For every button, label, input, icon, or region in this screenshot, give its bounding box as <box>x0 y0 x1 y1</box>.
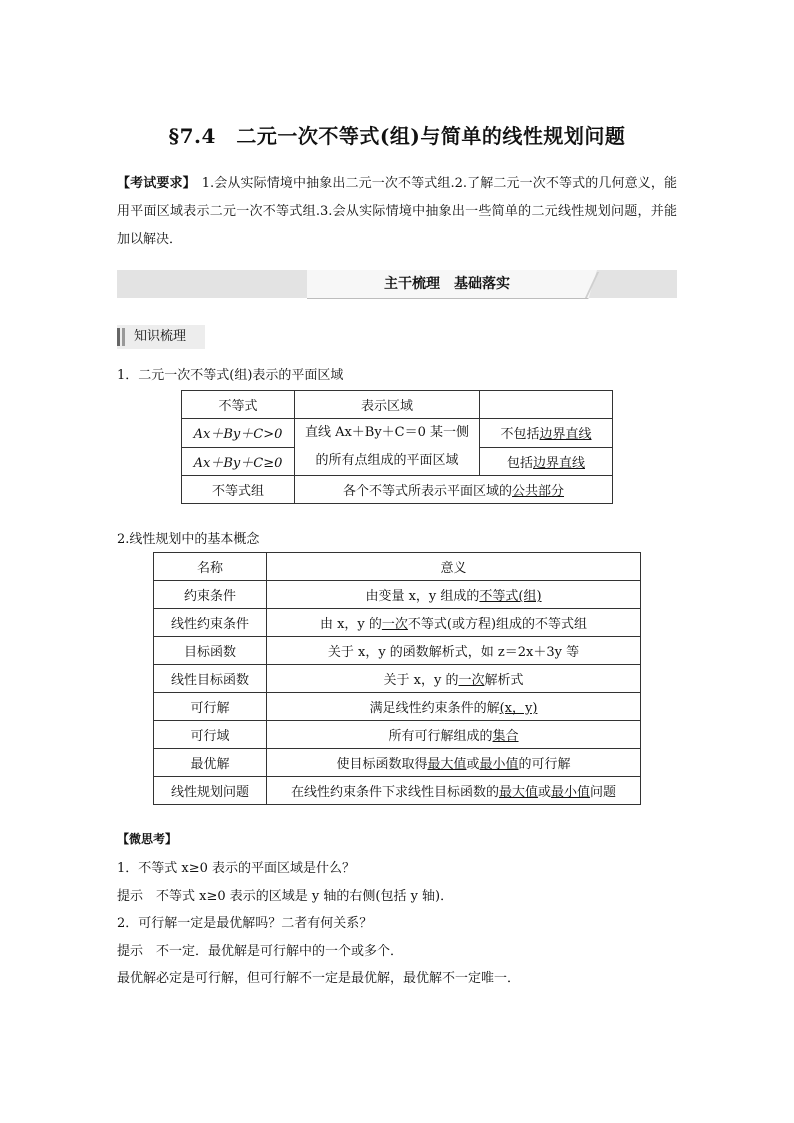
heading-bar-icon <box>117 328 120 346</box>
meaning-answer: 一次 <box>458 673 485 688</box>
boundary-answer: 边界直线 <box>533 455 586 471</box>
concept-name: 线性目标函数 <box>154 665 267 693</box>
table-row <box>154 665 641 693</box>
meaning-text: 满足线性约束条件的解 <box>369 701 500 716</box>
table-header-row <box>154 553 641 581</box>
table-row <box>154 749 641 777</box>
table-header-cell <box>480 391 613 419</box>
question-1: 1．不等式 x≥0 表示的平面区域是什么？ <box>117 861 356 876</box>
region-line-1: 直线 Ax＋By＋C＝0 某一侧 <box>304 425 470 440</box>
meaning-answer: 集合 <box>492 729 519 744</box>
system-desc-answer: 公共部分 <box>512 484 565 499</box>
region-line-2: 的所有点组成的平面区域 <box>315 453 459 468</box>
meaning-text: 解析式 <box>484 673 524 688</box>
meaning-text: 所有可行解组成的 <box>388 729 493 744</box>
meaning-text: 由 x，y 的 <box>319 617 382 632</box>
meaning-answer: 最大值 <box>427 757 467 772</box>
concept-meaning <box>267 693 641 721</box>
meaning-text: 在线性约束条件下求线性目标函数的 <box>290 785 499 800</box>
inequality-cell: Ax＋By＋C≥0 <box>182 447 295 476</box>
system-label-cell: 不等式组 <box>182 476 295 504</box>
banner-label: 主干梳理 基础落实 <box>384 276 510 292</box>
concept-name: 线性约束条件 <box>154 609 267 637</box>
meaning-text: 关于 x，y 的函数解析式，如 z＝2x＋3y 等 <box>327 645 580 660</box>
answer-2: 提示 不一定．最优解是可行解中的一个或多个． <box>117 944 404 959</box>
meaning-answer: 一次 <box>381 617 408 632</box>
meaning-text: 或 <box>466 757 480 772</box>
heading-bar-icon <box>122 328 125 346</box>
concept-name: 目标函数 <box>154 637 267 665</box>
requirements-text: 1.会从实际情境中抽象出二元一次不等式组.2.了解二元一次不等式的几何意义，能用平面区域表示二元一次不等式组.3.会从实际情境中抽象出一些简单的二元线性规划问题，并能加以解决． <box>117 176 677 247</box>
boundary-answer: 边界直线 <box>539 427 592 443</box>
boundary-cell <box>480 447 613 476</box>
table-row <box>154 777 641 805</box>
concept-name: 最优解 <box>154 749 267 777</box>
table-header-row <box>182 391 613 419</box>
meaning-text: 不等式(或方程)组成的不等式组 <box>407 617 588 632</box>
concepts-table <box>153 552 641 805</box>
boundary-text: 包括 <box>506 455 533 471</box>
table-row <box>154 637 641 665</box>
concept-name: 线性规划问题 <box>154 777 267 805</box>
exam-requirements <box>117 170 677 254</box>
concept-meaning <box>267 581 641 609</box>
meaning-answer: 最大值 <box>498 785 538 800</box>
concept-name: 约束条件 <box>154 581 267 609</box>
answer-1: 提示 不等式 x≥0 表示的区域是 y 轴的右侧(包括 y 轴)． <box>117 889 454 904</box>
meaning-answer: 最小值 <box>479 757 519 772</box>
table-row <box>154 581 641 609</box>
section-banner <box>117 270 677 298</box>
knowledge-heading-label: 知识梳理 <box>134 329 187 344</box>
page-title: §7.4 二元一次不等式(组)与简单的线性规划问题 <box>168 124 626 148</box>
meaning-text: 或 <box>537 785 551 800</box>
concept-meaning <box>267 637 641 665</box>
inequality-cell: Ax＋By＋C>0 <box>182 419 295 448</box>
system-desc-text: 各个不等式所表示平面区域的 <box>342 484 512 499</box>
part1-heading: 1．二元一次不等式(组)表示的平面区域 <box>117 368 344 383</box>
question-2: 2．可行解一定是最优解吗？二者有何关系？ <box>117 916 373 931</box>
concept-meaning <box>267 665 641 693</box>
concept-meaning <box>267 721 641 749</box>
region-cell <box>295 419 480 476</box>
meaning-answer: 不等式(组) <box>479 589 542 604</box>
table-header-cell: 名称 <box>154 553 267 581</box>
concept-meaning <box>267 777 641 805</box>
think-tag: 【微思考】 <box>117 832 178 846</box>
table-header-cell: 意义 <box>267 553 641 581</box>
table-row <box>182 476 613 504</box>
requirements-tag: 【考试要求】 <box>117 176 196 191</box>
boundary-text: 不包括 <box>500 427 540 443</box>
meaning-text: 问题 <box>590 785 617 800</box>
concept-name: 可行域 <box>154 721 267 749</box>
meaning-text: 由变量 x，y 组成的 <box>365 589 480 604</box>
concept-meaning <box>267 749 641 777</box>
plane-region-table <box>181 390 613 504</box>
table-header-cell: 表示区域 <box>295 391 480 419</box>
knowledge-heading <box>117 325 205 349</box>
meaning-text: 使目标函数取得 <box>336 757 428 772</box>
table-row <box>182 419 613 448</box>
boundary-cell <box>480 419 613 448</box>
concept-name: 可行解 <box>154 693 267 721</box>
meaning-text: 的可行解 <box>518 757 571 772</box>
part2-heading: 2.线性规划中的基本概念 <box>117 532 260 547</box>
answer-2-continued: 最优解必定是可行解，但可行解不一定是最优解，最优解不一定唯一． <box>117 971 521 986</box>
meaning-answer: 最小值 <box>551 785 591 800</box>
table-header-cell: 不等式 <box>182 391 295 419</box>
concept-meaning <box>267 609 641 637</box>
table-row <box>154 609 641 637</box>
system-desc-cell <box>295 476 613 504</box>
meaning-answer: (x，y) <box>499 701 538 716</box>
table-row <box>154 721 641 749</box>
table-row <box>154 693 641 721</box>
meaning-text: 关于 x，y 的 <box>383 673 459 688</box>
